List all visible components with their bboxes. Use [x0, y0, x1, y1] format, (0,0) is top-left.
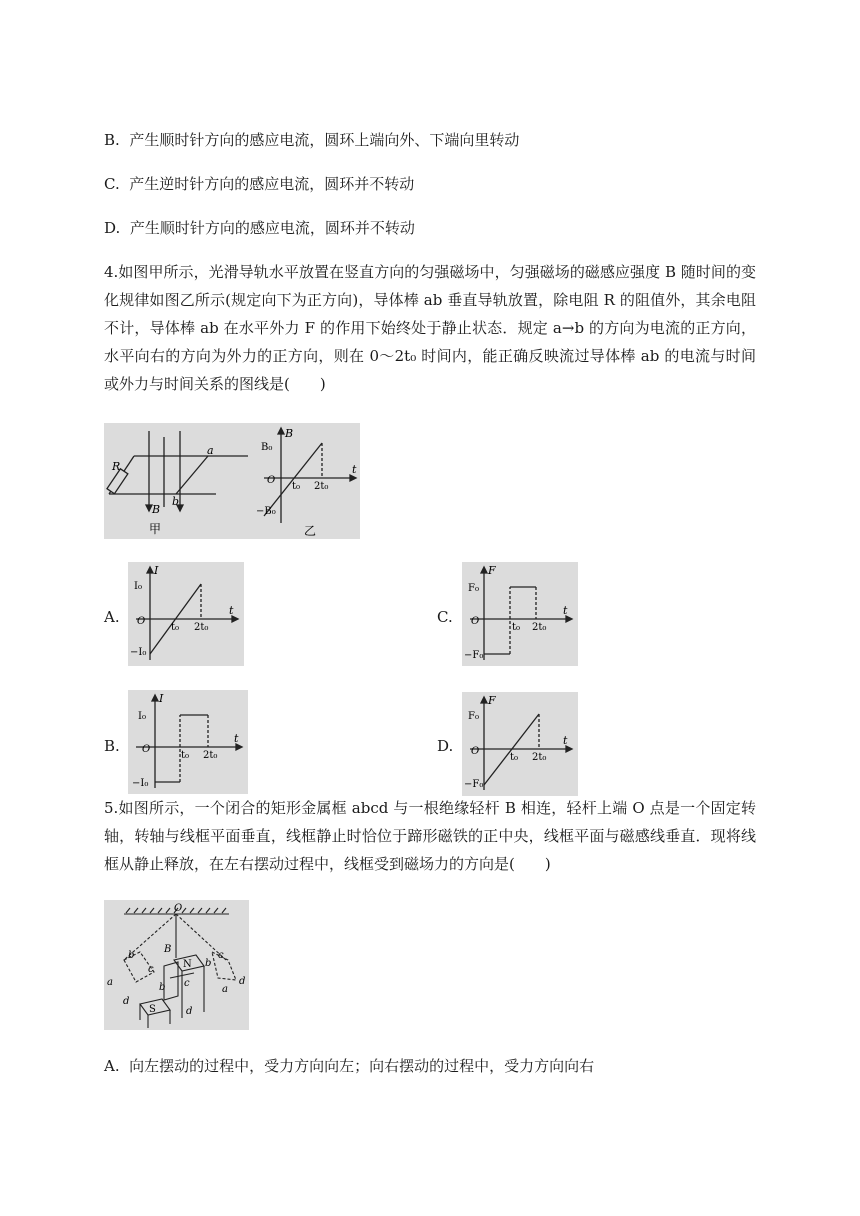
option-b-label: B.: [104, 737, 120, 755]
tick-2t0: 2t₀: [194, 622, 209, 633]
tick-2t0: 2t₀: [203, 750, 218, 761]
axis-label-F: F: [488, 564, 496, 577]
tick-neg-B0: −B₀: [256, 506, 276, 517]
tick-neg-F0: −F₀: [464, 779, 484, 790]
label-N: N: [183, 959, 192, 970]
tick-F0: F₀: [468, 711, 479, 722]
origin-O: O: [137, 616, 146, 627]
tick-2t0: 2t₀: [532, 752, 547, 763]
tick-2t0: 2t₀: [314, 481, 329, 492]
option-d-label: D.: [437, 737, 454, 755]
label-d-right: d: [239, 976, 246, 987]
caption-yi: 乙: [304, 524, 317, 538]
figure-q5-pendulum: [104, 900, 249, 1030]
axis-label-I: I: [154, 564, 159, 577]
tick-t0: t₀: [181, 750, 190, 761]
axis-label-F: F: [488, 694, 496, 707]
tick-t0: t₀: [512, 622, 521, 633]
tick-t0: t₀: [171, 622, 180, 633]
tick-2t0: 2t₀: [532, 622, 547, 633]
label-d-left: d: [123, 996, 130, 1007]
tick-F0: F₀: [468, 583, 479, 594]
label-b-center: b: [159, 982, 166, 993]
origin-O: O: [471, 616, 480, 627]
axis-label-t: t: [563, 734, 568, 747]
question-5-text: 5.如图所示，一个闭合的矩形金属框 abcd 与一根绝缘轻杆 B 相连，轻杆上端 O 点是一个固定转轴，转轴与线框平面垂直，线框静止时恰位于蹄形磁铁的正中央，线框平面与磁感线垂直．现将线框从静止释放，在左右摆动过程中，线框受到磁场力的方向是( ): [104, 799, 756, 873]
graph-option-a: [128, 562, 244, 666]
option-c-label: C.: [437, 608, 453, 626]
origin-O: O: [142, 744, 151, 755]
label-c-right: c: [218, 950, 224, 961]
tick-t0: t₀: [292, 481, 301, 492]
q5-option-a: A. 向左摆动的过程中，受力方向向左；向右摆动的过程中，受力方向向右: [104, 1057, 595, 1075]
tick-B0: B₀: [261, 442, 273, 453]
axis-label-B: B: [285, 427, 294, 440]
option-c: C. 产生逆时针方向的感应电流，圆环并不转动: [104, 175, 415, 193]
origin-O: O: [471, 746, 480, 757]
label-a-left: a: [107, 977, 113, 988]
label-b-right: b: [205, 958, 212, 969]
label-c-left: c: [148, 964, 154, 975]
tick-I0: I₀: [134, 581, 142, 592]
tick-I0: I₀: [138, 711, 146, 722]
label-b-left: b: [128, 950, 135, 961]
tick-t0: t₀: [510, 752, 519, 763]
label-a-right: a: [222, 984, 228, 995]
tick-neg-I0: −I₀: [130, 647, 147, 658]
label-R: R: [112, 460, 121, 473]
axis-label-I: I: [159, 692, 164, 705]
caption-jia: 甲: [149, 522, 162, 536]
label-B-field: B: [152, 503, 161, 516]
axis-label-t: t: [563, 604, 568, 617]
label-b: b: [172, 495, 180, 508]
graph-option-b: [128, 690, 248, 794]
label-d-center: d: [186, 1006, 193, 1017]
label-a: a: [207, 444, 214, 457]
axis-label-t: t: [352, 463, 357, 476]
label-c-center: c: [184, 978, 190, 989]
figure-jia-yi: [104, 423, 360, 539]
option-d: D. 产生顺时针方向的感应电流，圆环并不转动: [104, 219, 415, 237]
graph-option-c: [462, 562, 578, 666]
label-O: O: [174, 903, 183, 914]
origin-O: O: [267, 475, 276, 486]
graph-option-d: [462, 692, 578, 796]
tick-neg-I0: −I₀: [132, 778, 149, 789]
tick-neg-F0: −F₀: [464, 650, 484, 661]
question-4-text: 4.如图甲所示，光滑导轨水平放置在竖直方向的匀强磁场中，匀强磁场的磁感应强度 B 随时间的变化规律如图乙所示(规定向下为正方向)，导体棒 ab 垂直导轨放置，除电阻 R 的阻值外，其余电阻不计，导体棒 ab 在水平外力 F 的作用下始终处于静止状态．规定 a→b 的方向为电流的正方向，水平向右的方向为外力的正方向，则在 0～2t₀ 时间内，能正确反映流过导体棒 ab 的电流与时间或外力与时间关系的图线是( ): [104, 263, 756, 393]
axis-label-t: t: [234, 732, 239, 745]
label-B-rod: B: [164, 944, 172, 955]
axis-label-t: t: [229, 604, 234, 617]
option-a-label: A.: [104, 608, 120, 626]
option-b: B. 产生顺时针方向的感应电流，圆环上端向外、下端向里转动: [104, 131, 520, 149]
label-S: S: [149, 1004, 156, 1015]
